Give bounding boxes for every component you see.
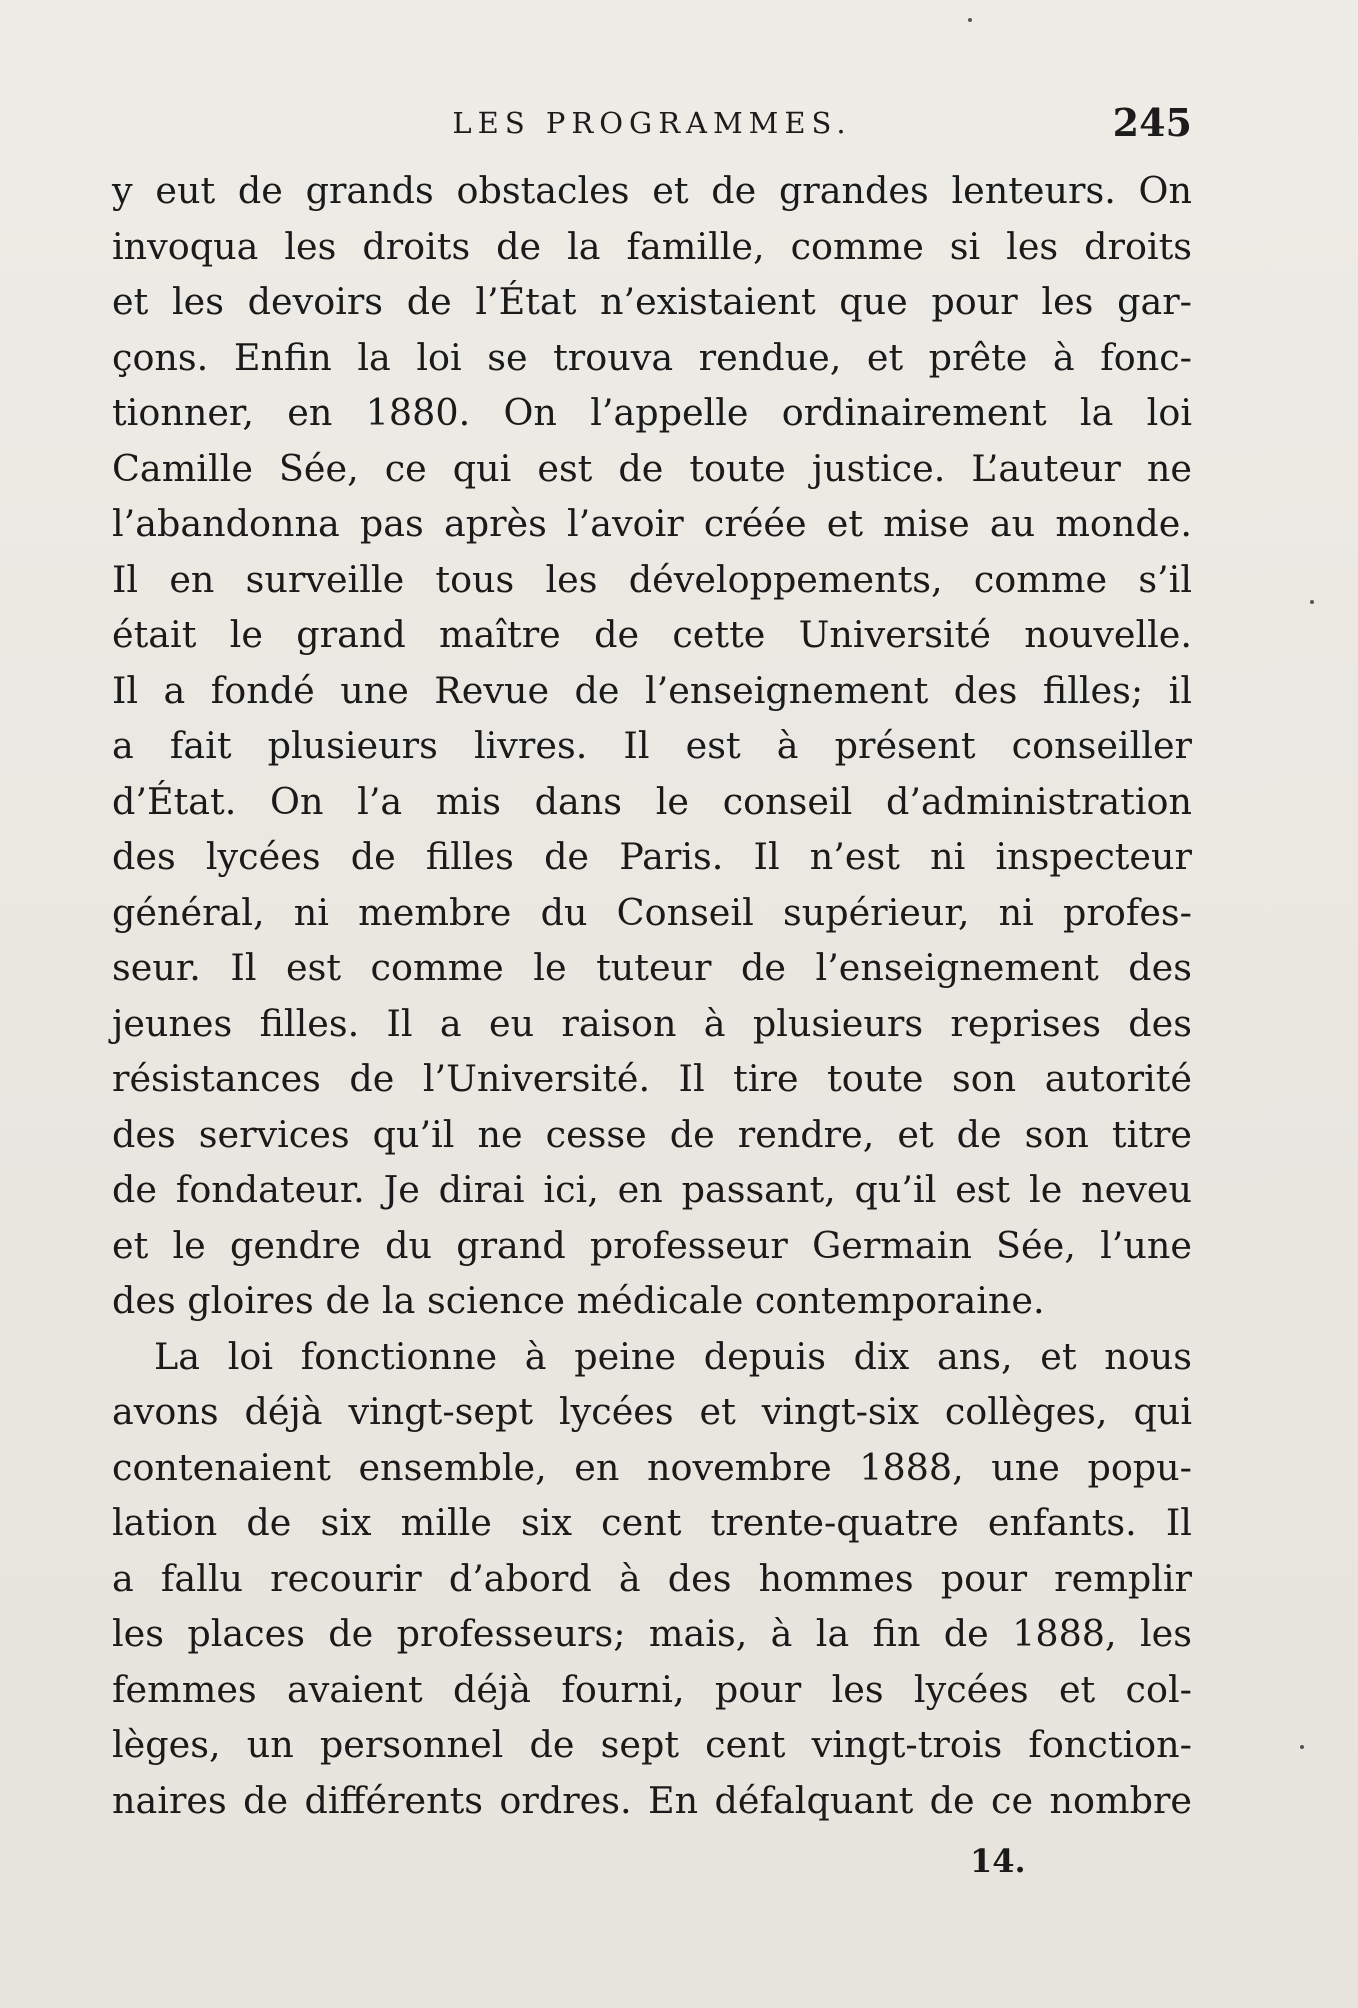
text-line: et le gendre du grand professeur Germain Sée, l’une xyxy=(112,1223,1192,1267)
text-line: contenaient ensemble, en novembre 1888, une popu- xyxy=(112,1445,1192,1489)
text-line: résistances de l’Université. Il tire toute son autorité xyxy=(112,1057,1192,1100)
text-line: général, ni membre du Conseil supérieur, ni profes- xyxy=(112,890,1192,934)
text-line: Il a fondé une Revue de l’enseignement des filles; il xyxy=(112,668,1192,712)
text-line: et les devoirs de l’État n’existaient que pour les gar- xyxy=(112,280,1192,323)
text-line: y eut de grands obstacles et de grandes lenteurs. On xyxy=(112,169,1192,212)
text-line: seur. Il est comme le tuteur de l’enseignement des xyxy=(112,946,1192,989)
text-line: l’abandonna pas après l’avoir créée et mise au monde. xyxy=(112,502,1192,545)
text-line: femmes avaient déjà fourni, pour les lycées et col- xyxy=(112,1667,1192,1711)
text-line: les places de professeurs; mais, à la fin de 1888, les xyxy=(112,1612,1192,1655)
text-line: invoqua les droits de la famille, comme si les droits xyxy=(112,224,1192,268)
text-line: lation de six mille six cent trente-quatre enfants. Il xyxy=(112,1501,1192,1544)
text-line: tionner, en 1880. On l’appelle ordinairement la loi xyxy=(112,391,1192,434)
text-line: lèges, un personnel de sept cent vingt-trois fonction- xyxy=(112,1723,1192,1766)
paper-speck xyxy=(968,18,972,22)
text-line: çons. Enfin la loi se trouva rendue, et prête à fonc- xyxy=(112,335,1192,379)
text-line: a fallu recourir d’abord à des hommes pour remplir xyxy=(112,1556,1192,1600)
page-header xyxy=(112,100,1192,150)
text-line: d’État. On l’a mis dans le conseil d’administration xyxy=(112,779,1192,823)
text-line: de fondateur. Je dirai ici, en passant, qu’il est le neveu xyxy=(112,1168,1192,1211)
text-line: avons déjà vingt-sept lycées et vingt-six collèges, qui xyxy=(112,1390,1192,1433)
paper-speck xyxy=(1300,1745,1304,1749)
text-line: des services qu’il ne cesse de rendre, et de son titre xyxy=(112,1112,1192,1156)
text-line: Il en surveille tous les développements, comme s’il xyxy=(112,557,1192,601)
text-line: Camille Sée, ce qui est de toute justice. L’auteur ne xyxy=(112,446,1192,490)
paper-speck xyxy=(1310,600,1314,604)
paragraph-start-line: La loi fonctionne à peine depuis dix ans, et nous xyxy=(154,1334,1192,1378)
text-line: jeunes filles. Il a eu raison à plusieurs reprises des xyxy=(112,1001,1192,1045)
running-head: LES PROGRAMMES. xyxy=(452,106,852,140)
paragraph-end-line: des gloires de la science médicale contemporaine. xyxy=(112,1279,1045,1322)
page-number: 245 xyxy=(1112,100,1192,145)
text-line: était le grand maître de cette Université nouvelle. xyxy=(112,613,1192,656)
text-line: des lycées de filles de Paris. Il n’est ni inspecteur xyxy=(112,835,1192,878)
text-line: a fait plusieurs livres. Il est à présent conseiller xyxy=(112,724,1192,767)
text-line: naires de différents ordres. En défalquant de ce nombre xyxy=(112,1778,1192,1822)
signature-mark: 14. xyxy=(970,1842,1026,1880)
body-text xyxy=(112,163,1192,1828)
